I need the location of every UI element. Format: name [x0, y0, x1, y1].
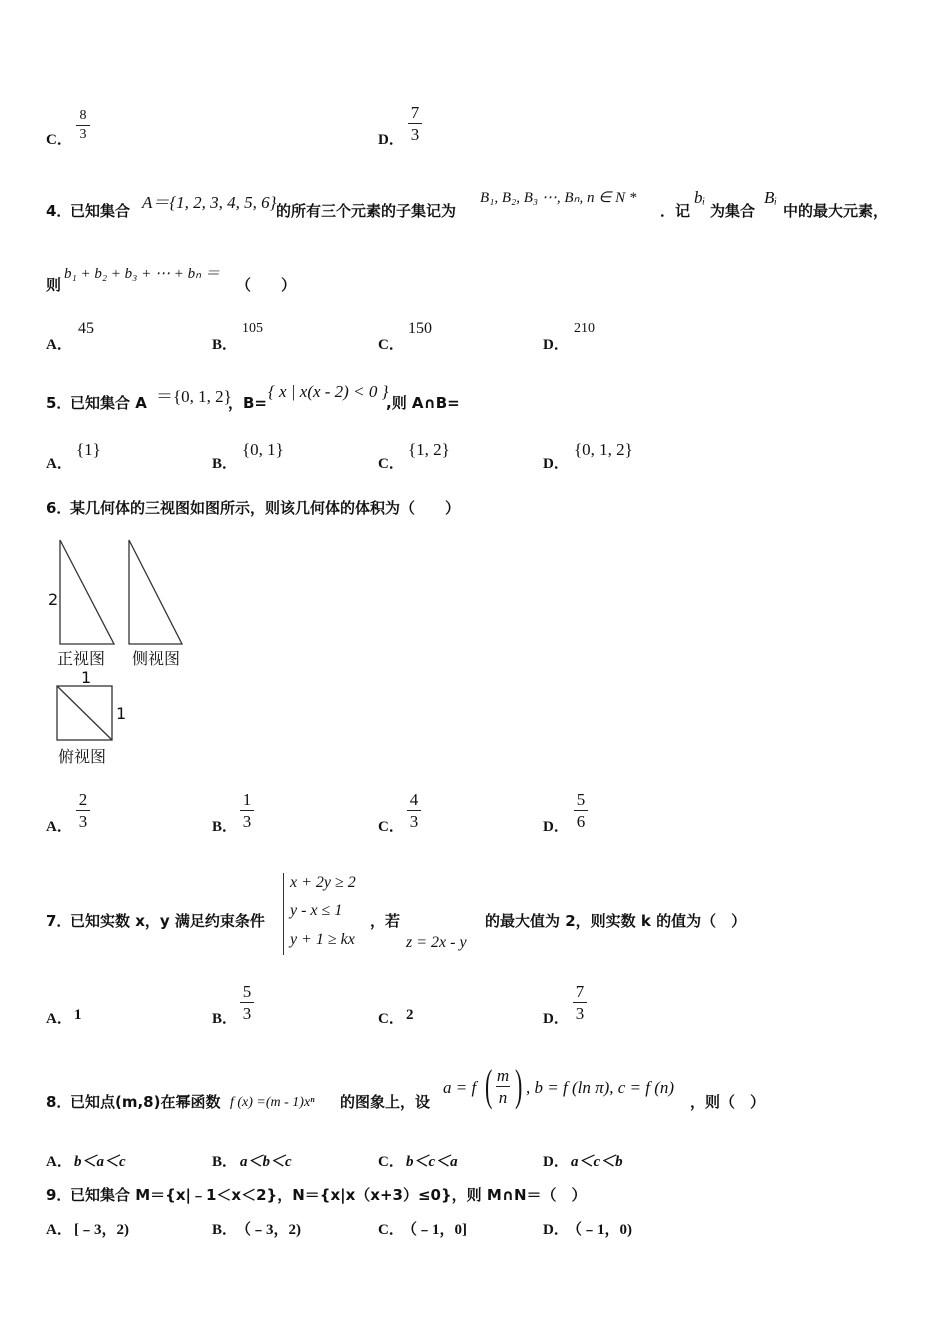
q7-option-d-value	[573, 982, 587, 1023]
q8-function: f (x) =(m - 1)xⁿ	[230, 1095, 315, 1110]
q8-option-c-label: C．	[378, 1154, 404, 1170]
q4-option-b-value: 105	[242, 321, 263, 336]
constraint-brace	[283, 873, 284, 955]
q9-text: 已知集合 M＝{x|﹣1＜x＜2}，N＝{x|x（x+3）≤0}，则 M∩N＝（ ）	[70, 1186, 587, 1204]
q8-a-fraction	[496, 1066, 510, 1107]
q4-option-c-label: C．	[378, 337, 404, 353]
q4-bi: bᵢ	[694, 188, 706, 207]
q4-number: 4．	[46, 202, 72, 220]
q4-text-5: 中的最大元素，	[783, 202, 889, 220]
front-view-triangle	[60, 540, 114, 644]
q7-text-2: ，若	[370, 912, 401, 930]
q5-set-b: { x | x(x - 2) < 0 }	[268, 382, 389, 401]
q4-option-a-label: A．	[46, 337, 72, 353]
q7-constraint-3: y + 1 ≥ kx	[290, 931, 355, 948]
q7-option-a-label: A．	[46, 1011, 72, 1027]
fraction-denominator: 3	[242, 1004, 252, 1023]
q5-option-b-label: B．	[212, 456, 238, 472]
q6-number: 6．	[46, 499, 72, 517]
q4-subsets: B₁, B₂, B₃ ⋯, Bₙ, n ∈ N *	[480, 190, 637, 206]
q6-option-d-label: D．	[543, 819, 569, 835]
fraction-denominator: n	[498, 1088, 508, 1107]
q8-option-c-value: b＜c＜a	[406, 1154, 458, 1170]
q4-text-4: 为集合	[710, 202, 756, 220]
q5-option-c-value: {1, 2}	[408, 440, 450, 459]
three-view-figure	[44, 534, 204, 770]
q8-rest: , b = f (ln π), c = f (n)	[526, 1078, 675, 1097]
q5-option-d-value: {0, 1, 2}	[574, 440, 633, 459]
fraction-denominator: 3	[575, 1004, 585, 1023]
fraction-denominator: 3	[242, 812, 252, 831]
q7-option-b-label: B．	[212, 1011, 238, 1027]
fraction-numerator: 5	[576, 790, 586, 809]
dimension-1-top: 1	[81, 668, 92, 687]
q7-text-3: 的最大值为 2，则实数 k 的值为（ ）	[485, 912, 747, 930]
q7-number: 7．	[46, 912, 72, 930]
q5-option-b-value: {0, 1}	[242, 440, 284, 459]
top-view-diagonal	[57, 686, 112, 740]
q4-text-3: ．记	[660, 202, 691, 220]
q7-option-a-value: 1	[74, 1007, 82, 1023]
dimension-1-right: 1	[116, 704, 127, 723]
q4-text-2: 的所有三个元素的子集记为	[276, 202, 457, 220]
q7-option-d-label: D．	[543, 1011, 569, 1027]
q9-option-d-label: D．	[543, 1222, 569, 1238]
q6-option-d-value	[574, 790, 588, 831]
fraction-bar	[573, 1002, 587, 1003]
fraction-numerator: 1	[242, 790, 252, 809]
q4-Bi: Bᵢ	[764, 188, 778, 207]
q5-set-a: ＝{0, 1, 2}	[156, 387, 232, 406]
q6-option-c-value	[407, 790, 421, 831]
q3-option-c-value	[76, 108, 90, 143]
dimension-2: 2	[48, 590, 59, 609]
q6-option-c-label: C．	[378, 819, 404, 835]
q3-option-d-label: D．	[378, 132, 404, 148]
q7-option-c-value: 2	[406, 1007, 414, 1023]
fraction-numerator: 7	[575, 982, 585, 1001]
q8-option-a-value: b＜a＜c	[74, 1154, 126, 1170]
q9-number: 9．	[46, 1186, 72, 1204]
q8-text-1: 已知点(m,8)在幂函数	[70, 1093, 221, 1111]
fraction-numerator: 4	[409, 790, 419, 809]
fraction-denominator: 3	[79, 127, 87, 142]
q4-text-1: 已知集合	[70, 202, 131, 220]
q8-text-2: 的图象上，设	[340, 1093, 431, 1111]
fraction-bar	[496, 1086, 510, 1087]
fraction-denominator: 3	[78, 812, 88, 831]
q9-option-c-label: C．	[378, 1222, 404, 1238]
q5-option-c-label: C．	[378, 456, 404, 472]
q9-option-a-value: [﹣3，2)	[74, 1222, 129, 1238]
side-view-triangle	[129, 540, 182, 644]
q6-option-b-value	[240, 790, 254, 831]
q7-objective: z = 2x - y	[406, 934, 467, 951]
q4-option-d-label: D．	[543, 337, 569, 353]
q8-a-prefix: a = f	[443, 1078, 477, 1097]
q3-option-c-label: C．	[46, 132, 72, 148]
q8-number: 8．	[46, 1093, 72, 1111]
q6-option-a-label: A．	[46, 819, 72, 835]
fraction-denominator: 6	[576, 812, 586, 831]
q9-option-b-label: B．	[212, 1222, 238, 1238]
q5-option-d-label: D．	[543, 456, 569, 472]
fraction-bar	[407, 810, 421, 811]
q8-option-b-label: B．	[212, 1154, 238, 1170]
fraction-numerator: m	[496, 1066, 510, 1085]
q4-set-a: A＝{1, 2, 3, 4, 5, 6}	[142, 193, 277, 212]
fraction-bar	[240, 1002, 254, 1003]
fraction-bar	[76, 125, 90, 126]
q5-text-1: 已知集合 A	[70, 394, 147, 412]
q6-text: 某几何体的三视图如图所示，则该几何体的体积为（ ）	[70, 499, 461, 517]
side-view-label: 侧视图	[132, 649, 181, 668]
q4-option-c-value: 150	[408, 320, 432, 337]
q4-option-a-value: 45	[78, 320, 94, 337]
q5-text-3: ,则 A∩B=	[386, 394, 460, 412]
q5-option-a-value: {1}	[76, 440, 101, 459]
q8-option-b-value: a＜b＜c	[240, 1154, 292, 1170]
fraction-denominator: 3	[409, 812, 419, 831]
right-paren: )	[515, 1061, 523, 1110]
fraction-denominator: 3	[410, 125, 420, 144]
q5-option-a-label: A．	[46, 456, 72, 472]
q9-option-a-label: A．	[46, 1222, 72, 1238]
fraction-bar	[240, 810, 254, 811]
q4-option-d-value: 210	[574, 321, 595, 336]
q9-option-b-value: （﹣3，2)	[236, 1222, 301, 1238]
fraction-numerator: 8	[79, 108, 87, 123]
fraction-bar	[76, 810, 90, 811]
fraction-bar	[408, 123, 422, 124]
q4-paren: （ ）	[236, 276, 297, 294]
top-view-label: 俯视图	[58, 747, 107, 766]
fraction-numerator: 5	[242, 982, 252, 1001]
q6-option-a-value	[76, 790, 90, 831]
q4-sum: b₁ + b₂ + b₃ + ⋯ + bₙ ＝	[64, 266, 220, 282]
q5-text-2: ，B=	[228, 394, 268, 412]
front-view-label: 正视图	[57, 649, 106, 668]
q7-text-1: 已知实数 x，y 满足约束条件	[70, 912, 265, 930]
fraction-numerator: 2	[78, 790, 88, 809]
q9-option-c-value: （﹣1，0]	[402, 1222, 467, 1238]
q7-option-b-value	[240, 982, 254, 1023]
q3-option-d-value	[408, 103, 422, 144]
q6-option-b-label: B．	[212, 819, 238, 835]
left-paren: (	[485, 1061, 493, 1110]
q8-option-d-value: a＜c＜b	[571, 1154, 623, 1170]
q4-option-b-label: B．	[212, 337, 238, 353]
q7-option-c-label: C．	[378, 1011, 404, 1027]
q9-option-d-value: （﹣1，0)	[567, 1222, 632, 1238]
q5-number: 5．	[46, 394, 72, 412]
fraction-numerator: 7	[410, 103, 420, 122]
q7-constraint-2: y - x ≤ 1	[290, 902, 343, 919]
q7-constraint-1: x + 2y ≥ 2	[290, 874, 356, 891]
q8-text-3: ，则（ ）	[690, 1093, 766, 1111]
q8-option-a-label: A．	[46, 1154, 72, 1170]
q8-option-d-label: D．	[543, 1154, 569, 1170]
fraction-bar	[574, 810, 588, 811]
q4-text-6: 则	[46, 276, 62, 294]
